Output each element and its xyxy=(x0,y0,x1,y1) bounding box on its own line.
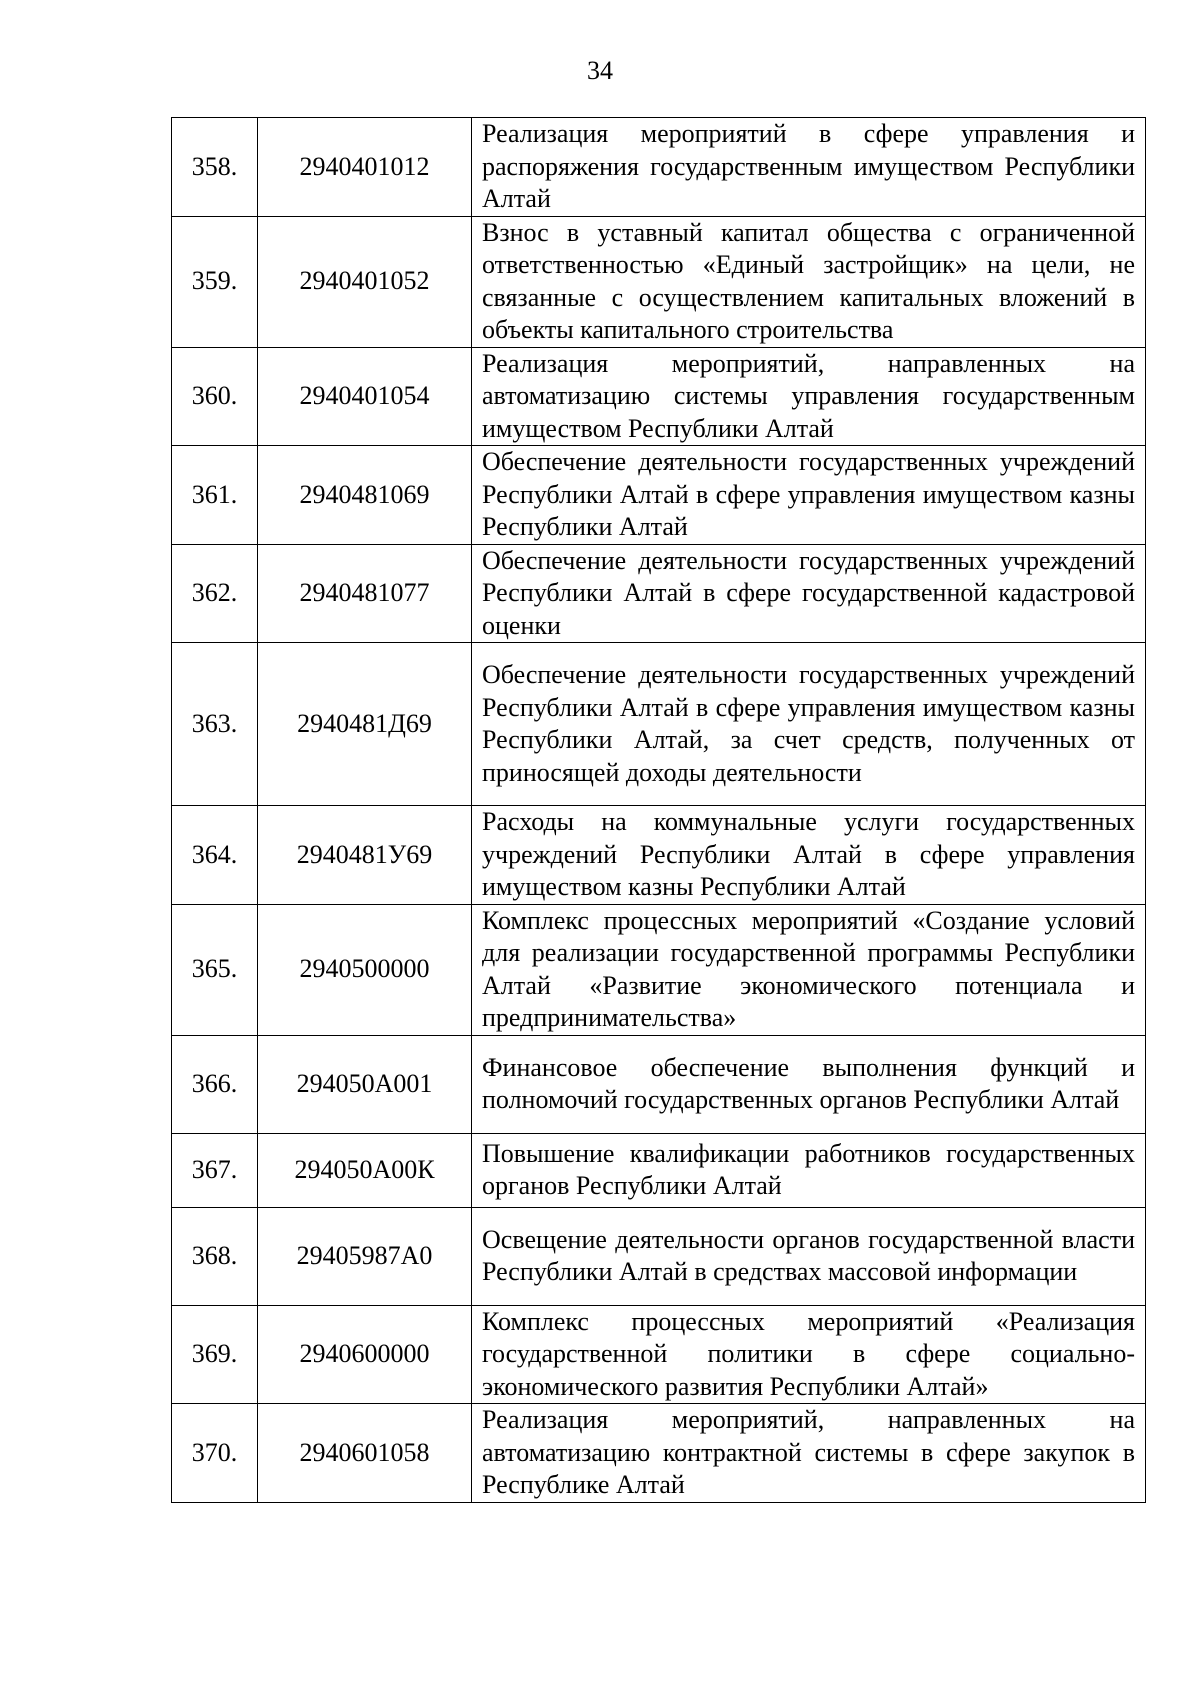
row-number: 362. xyxy=(172,544,258,643)
row-number: 369. xyxy=(172,1305,258,1404)
row-description: Комплекс процессных мероприятий «Создание условий для реализации государственной программы Республики Алтай «Развитие экономического потенциала и предпринимательства» xyxy=(472,904,1146,1035)
row-number: 359. xyxy=(172,216,258,347)
row-description: Реализация мероприятий, направленных на автоматизацию контрактной системы в сфере закупок в Республике Алтай xyxy=(472,1404,1146,1503)
table-row xyxy=(172,347,1146,446)
row-number: 360. xyxy=(172,347,258,446)
row-code: 294050А00К xyxy=(258,1133,472,1207)
row-number: 367. xyxy=(172,1133,258,1207)
row-description: Финансовое обеспечение выполнения функций и полномочий государственных органов Республики Алтай xyxy=(472,1035,1146,1133)
row-code: 29405987А0 xyxy=(258,1207,472,1305)
table-row xyxy=(172,1133,1146,1207)
table-row xyxy=(172,904,1146,1035)
row-code: 2940401012 xyxy=(258,118,472,217)
row-number: 366. xyxy=(172,1035,258,1133)
row-code: 2940481077 xyxy=(258,544,472,643)
row-description: Повышение квалификации работников государственных органов Республики Алтай xyxy=(472,1133,1146,1207)
row-description: Обеспечение деятельности государственных учреждений Республики Алтай в сфере управления имуществом казны Республики Алтай xyxy=(472,446,1146,545)
row-number: 365. xyxy=(172,904,258,1035)
table-row xyxy=(172,1035,1146,1133)
row-description: Реализация мероприятий в сфере управления и распоряжения государственным имуществом Республики Алтай xyxy=(472,118,1146,217)
page-number: 34 xyxy=(587,56,613,85)
row-description: Комплекс процессных мероприятий «Реализация государственной политики в сфере социально-экономического развития Республики Алтай» xyxy=(472,1305,1146,1404)
table-body xyxy=(172,118,1146,1503)
table-row xyxy=(172,446,1146,545)
row-code: 2940600000 xyxy=(258,1305,472,1404)
row-code: 294050А001 xyxy=(258,1035,472,1133)
row-description: Обеспечение деятельности государственных учреждений Республики Алтай в сфере управления имуществом казны Республики Алтай, за счет средств, полученных от приносящей доходы деятельности xyxy=(472,643,1146,806)
row-number: 363. xyxy=(172,643,258,806)
row-code: 2940481Д69 xyxy=(258,643,472,806)
row-description: Взнос в уставный капитал общества с ограниченной ответственностью «Единый застройщик» на цели, не связанные с осуществлением капитальных вложений в объекты капитального строительства xyxy=(472,216,1146,347)
budget-classification-table xyxy=(171,117,1146,1503)
row-number: 358. xyxy=(172,118,258,217)
row-code: 2940401054 xyxy=(258,347,472,446)
row-description: Обеспечение деятельности государственных учреждений Республики Алтай в сфере государственной кадастровой оценки xyxy=(472,544,1146,643)
row-description: Расходы на коммунальные услуги государственных учреждений Республики Алтай в сфере управления имуществом казны Республики Алтай xyxy=(472,806,1146,905)
row-description: Реализация мероприятий, направленных на автоматизацию системы управления государственным имуществом Республики Алтай xyxy=(472,347,1146,446)
table-row xyxy=(172,643,1146,806)
row-code: 2940481У69 xyxy=(258,806,472,905)
table-row xyxy=(172,1207,1146,1305)
row-code: 2940601058 xyxy=(258,1404,472,1503)
row-code: 2940481069 xyxy=(258,446,472,545)
row-number: 364. xyxy=(172,806,258,905)
table-row xyxy=(172,806,1146,905)
table-row xyxy=(172,1305,1146,1404)
table-row xyxy=(172,216,1146,347)
table-row xyxy=(172,544,1146,643)
row-description: Освещение деятельности органов государственной власти Республики Алтай в средствах массовой информации xyxy=(472,1207,1146,1305)
row-number: 370. xyxy=(172,1404,258,1503)
row-number: 361. xyxy=(172,446,258,545)
table-row xyxy=(172,118,1146,217)
table-row xyxy=(172,1404,1146,1503)
row-code: 2940401052 xyxy=(258,216,472,347)
row-number: 368. xyxy=(172,1207,258,1305)
row-code: 2940500000 xyxy=(258,904,472,1035)
